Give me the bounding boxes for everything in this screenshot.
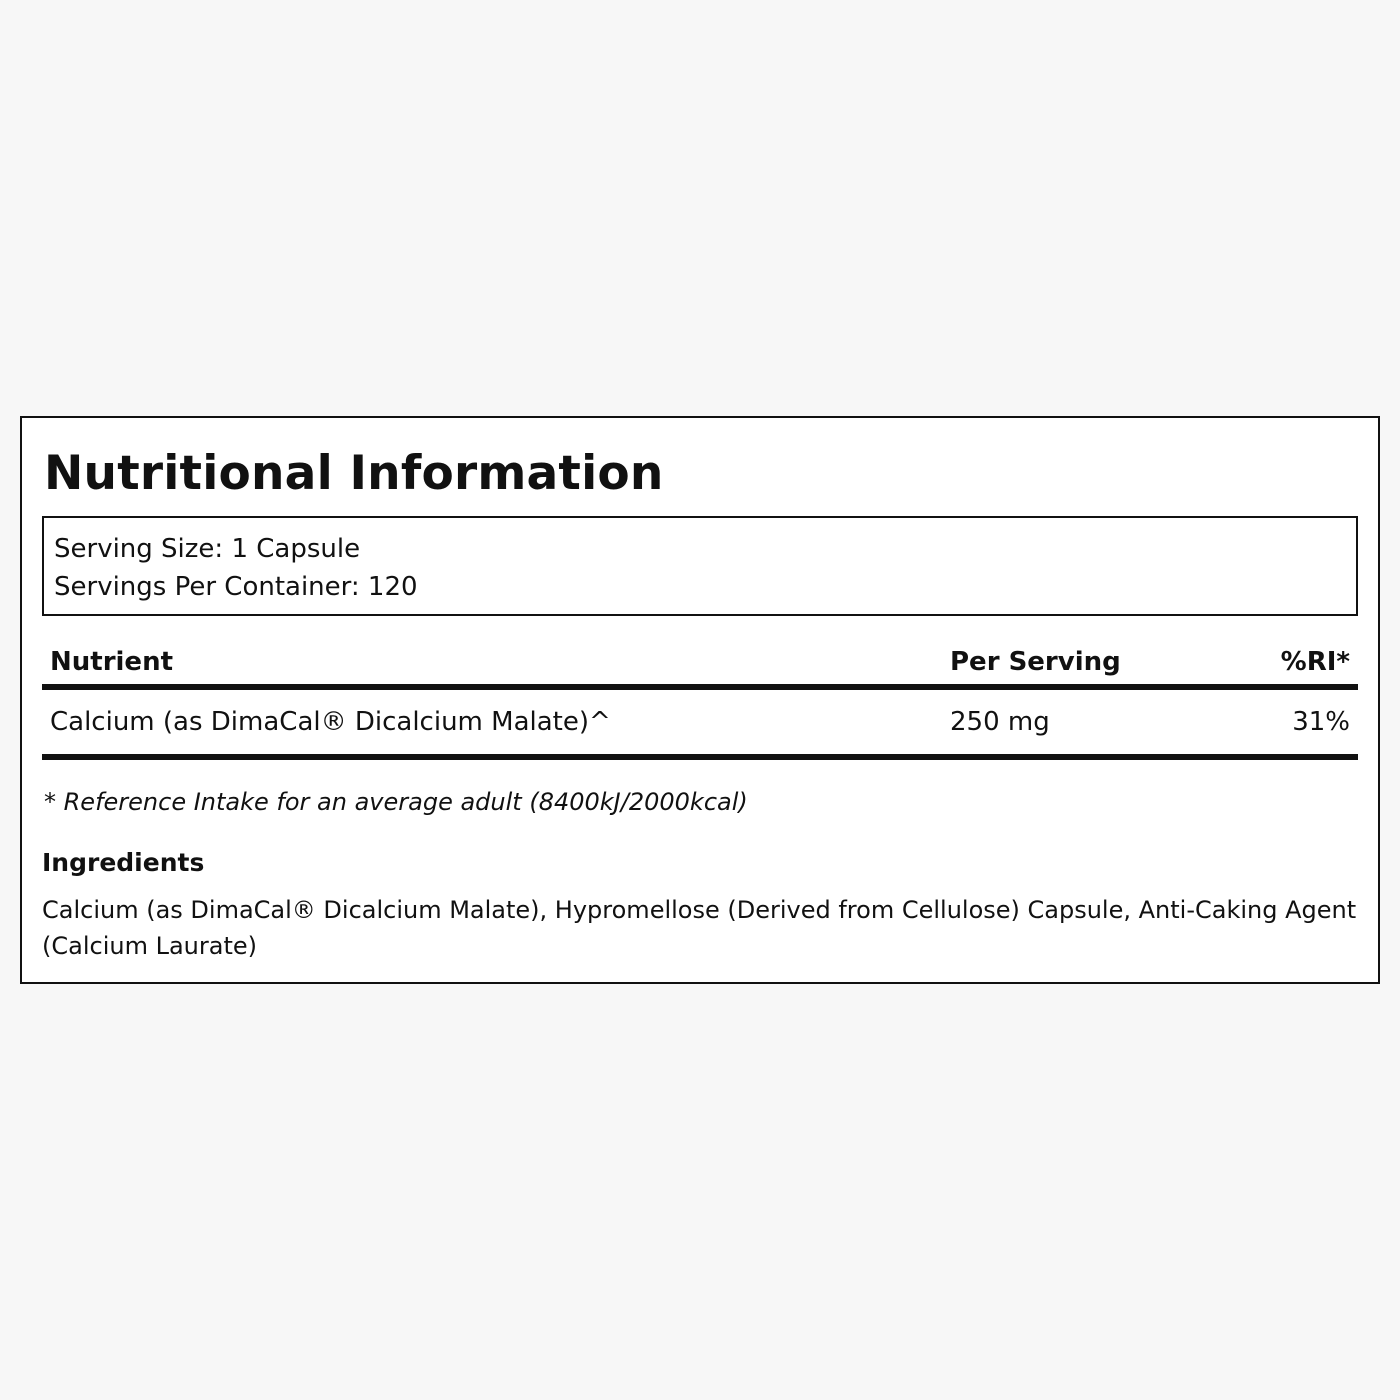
header-per-serving: Per Serving: [950, 647, 1121, 677]
table-header-row: [42, 640, 1358, 690]
cell-nutrient: Calcium (as DimaCal® Dicalcium Malate)^: [50, 707, 611, 737]
serving-info-box: [42, 516, 1358, 616]
nutrient-table: [42, 640, 1358, 760]
cell-ri: 31%: [1292, 707, 1350, 737]
reference-intake-footnote: * Reference Intake for an average adult (8400kJ/2000kcal): [44, 788, 748, 816]
panel-title: Nutritional Information: [44, 446, 664, 501]
servings-per-container: Servings Per Container: 120: [54, 572, 418, 602]
cell-per-serving: 250 mg: [950, 707, 1050, 737]
header-ri: %RI*: [1280, 647, 1350, 677]
nutrition-panel: [20, 416, 1380, 984]
ingredients-text: Calcium (as DimaCal® Dicalcium Malate), Hypromellose (Derived from Cellulose) Capsule, Anti-Caking Agent (Calcium Laurate): [42, 896, 1357, 960]
header-nutrient: Nutrient: [50, 647, 174, 677]
table-row: [42, 690, 1358, 760]
serving-size: Serving Size: 1 Capsule: [54, 534, 361, 564]
ingredients-heading: Ingredients: [42, 848, 205, 877]
